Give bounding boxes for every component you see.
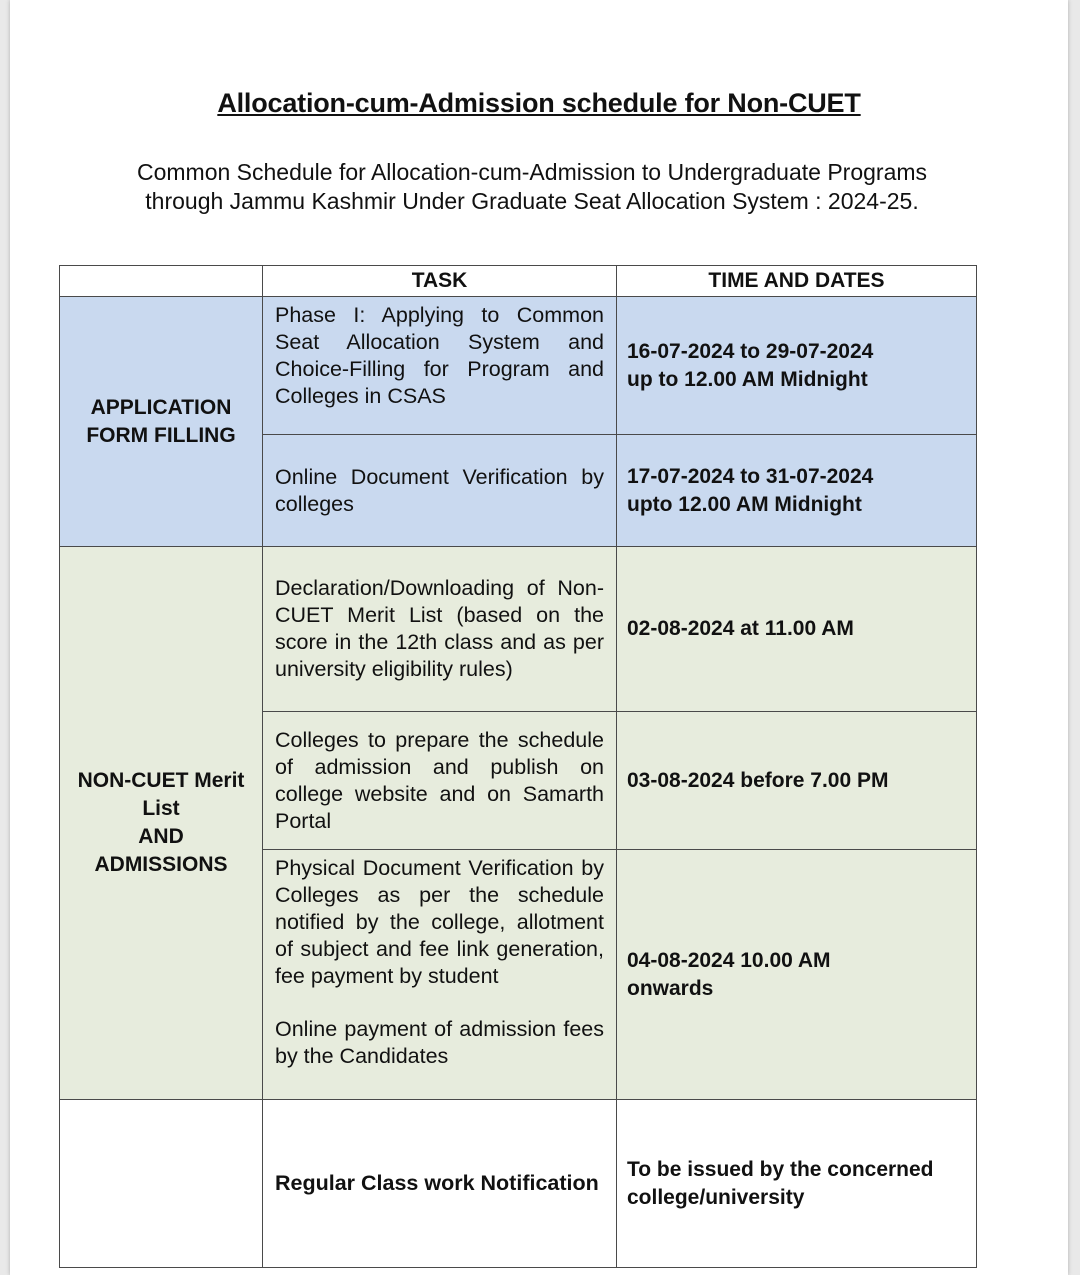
date-line: 16-07-2024 to 29-07-2024 — [627, 339, 874, 363]
phase-label-line: ADMISSIONS — [94, 853, 228, 876]
date-line: 17-07-2024 to 31-07-2024 — [627, 464, 874, 488]
subtitle-line: through Jammu Kashmir Under Graduate Seat Allocation System : 2024-25. — [145, 188, 919, 214]
header-cell-task: TASK — [263, 266, 617, 297]
date-cell — [617, 712, 977, 850]
table-row — [60, 547, 977, 712]
date-cell — [617, 1100, 977, 1268]
date-line: 02-08-2024 at 11.00 AM — [627, 617, 854, 640]
task-text-extra: Online payment of admission fees by the Candidates — [275, 1017, 604, 1068]
date-line: To be issued by the concerned — [627, 1157, 934, 1181]
header-cell-empty — [60, 266, 263, 297]
phase-label-non-cuet — [60, 547, 263, 1100]
date-line: up to 12.00 AM Midnight — [627, 367, 868, 391]
phase-label-application — [60, 297, 263, 547]
task-cell: Colleges to prepare the schedule of admission and publish on college website and on Samarth Portal — [263, 712, 617, 850]
task-text: Physical Document Verification by Colleges as per the schedule notified by the college, allotment of subject and fee link generation, fee payment by student — [275, 856, 604, 988]
task-cell: Regular Class work Notification — [263, 1100, 617, 1268]
task-cell — [263, 850, 617, 1100]
phase-label-line: APPLICATION — [90, 395, 232, 419]
phase-label-line: List — [142, 797, 180, 820]
phase-label-line: AND — [138, 825, 184, 848]
empty-cell — [60, 1100, 263, 1268]
date-cell — [617, 547, 977, 712]
page-title: Allocation-cum-Admission schedule for Non-CUET — [217, 88, 861, 118]
date-cell — [617, 297, 977, 435]
date-line: 04-08-2024 10.00 AM — [627, 948, 831, 972]
date-line: upto 12.00 AM Midnight — [627, 492, 862, 516]
task-cell: Phase I: Applying to Common Seat Allocation System and Choice-Filling for Program and Colleges in CSAS — [263, 297, 617, 435]
date-line: college/university — [627, 1185, 805, 1209]
schedule-table — [59, 265, 977, 1268]
subtitle-line: Common Schedule for Allocation-cum-Admission to Undergraduate Programs — [136, 159, 928, 185]
phase-label-line: FORM FILLING — [86, 423, 236, 447]
phase-label-line: NON-CUET Merit — [77, 769, 245, 792]
date-line: onwards — [627, 976, 714, 1000]
page-subtitle — [110, 158, 954, 216]
task-cell: Declaration/Downloading of Non-CUET Merit List (based on the score in the 12th class and as per university eligibility rules) — [263, 547, 617, 712]
table-row — [60, 1100, 977, 1268]
date-cell — [617, 850, 977, 1100]
date-line: 03-08-2024 before 7.00 PM — [627, 768, 889, 792]
table-header-row — [60, 266, 977, 297]
header-cell-time: TIME AND DATES — [617, 266, 977, 297]
task-cell: Online Document Verification by colleges — [263, 435, 617, 547]
table-row — [60, 297, 977, 435]
date-cell — [617, 435, 977, 547]
